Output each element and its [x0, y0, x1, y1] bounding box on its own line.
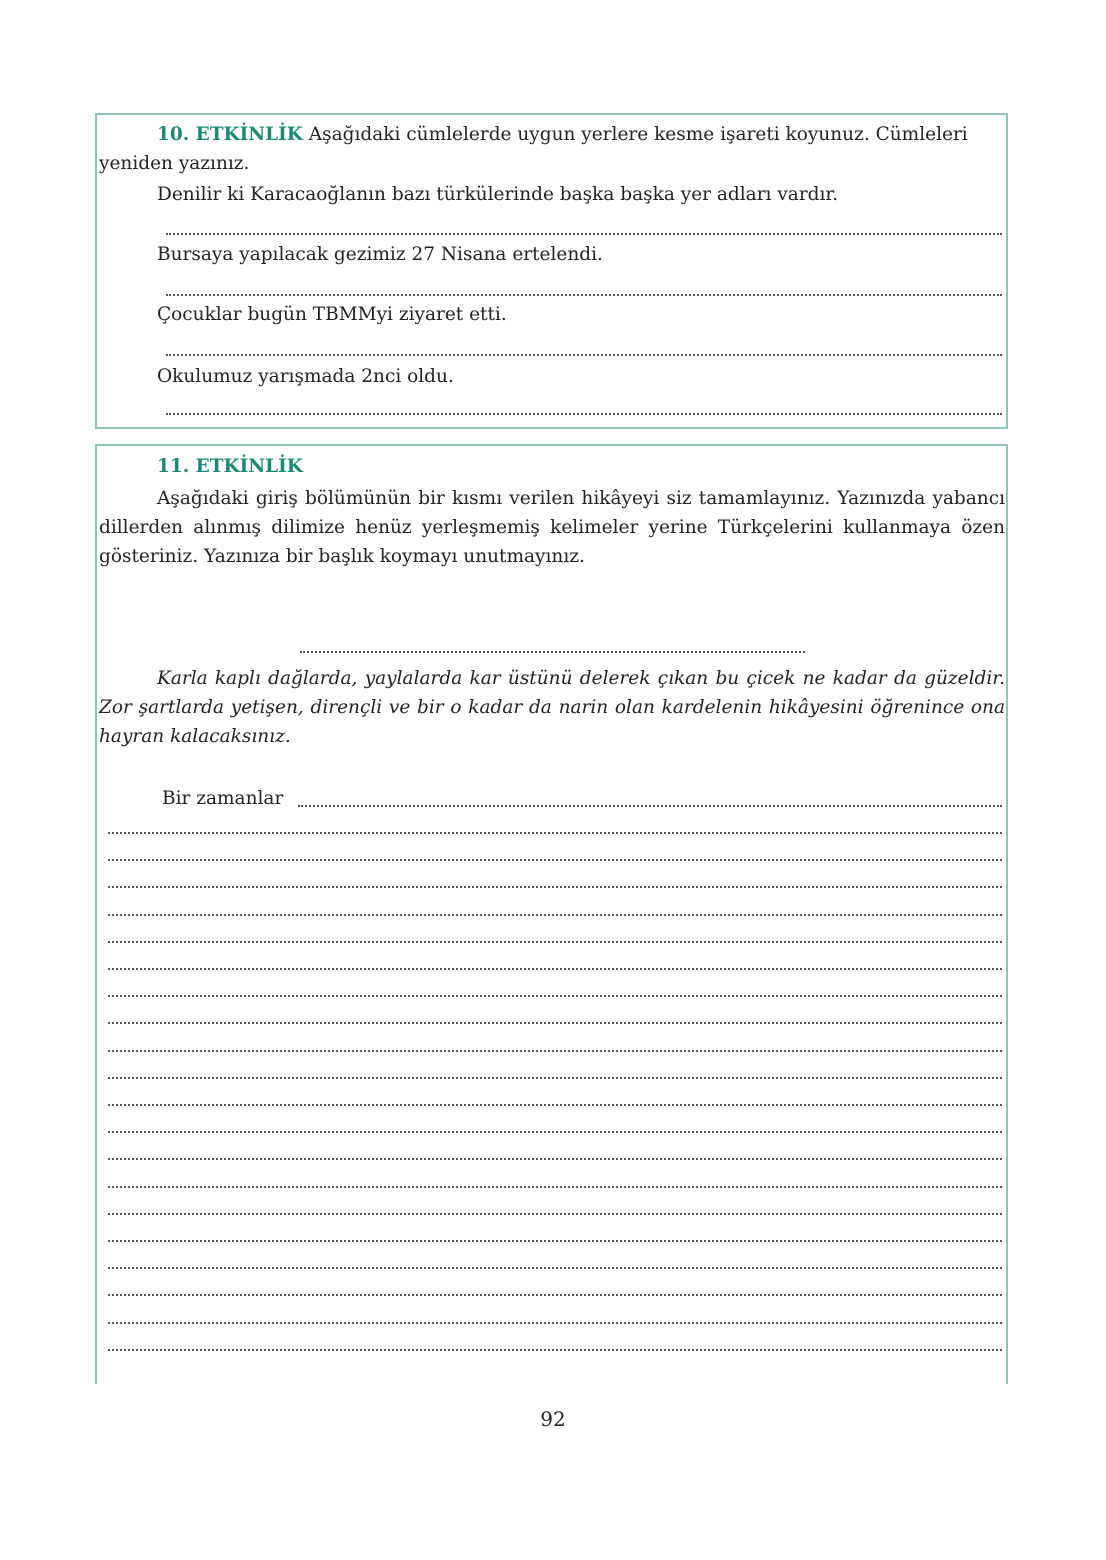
- activity-10-heading: 10. ETKİNLİK: [157, 124, 303, 145]
- activity-11-heading: 11. ETKİNLİK: [157, 456, 303, 477]
- story-start: Bir zamanlar: [162, 788, 284, 809]
- story-line-8[interactable]: [108, 1022, 1002, 1024]
- story-line-15[interactable]: [108, 1213, 1002, 1215]
- story-line-1[interactable]: [108, 832, 1002, 834]
- activity-10-sentence-2: Bursaya yapılacak gezimiz 27 Nisana ertelendi.: [157, 244, 603, 265]
- story-line-11[interactable]: [108, 1104, 1002, 1106]
- story-line-2[interactable]: [108, 859, 1002, 861]
- activity-10-sentence-4: Okulumuz yarışmada 2nci oldu.: [157, 366, 454, 387]
- story-title-line[interactable]: [300, 651, 805, 653]
- story-line-6[interactable]: [108, 968, 1002, 970]
- answer-line-2[interactable]: [166, 294, 1002, 296]
- story-line-12[interactable]: [108, 1131, 1002, 1133]
- story-line-9[interactable]: [108, 1050, 1002, 1052]
- story-line-16[interactable]: [108, 1240, 1002, 1242]
- activity-10-instruction-line2: yeniden yazınız.: [99, 153, 250, 174]
- story-line-20[interactable]: [108, 1349, 1002, 1351]
- story-line-4[interactable]: [108, 914, 1002, 916]
- answer-line-3[interactable]: [166, 354, 1002, 356]
- answer-line-1[interactable]: [166, 233, 1002, 235]
- story-line-10[interactable]: [108, 1077, 1002, 1079]
- activity-11-instruction: Aşağıdaki giriş bölümünün bir kısmı verilen hikâyeyi siz tamamlayınız. Yazınızda yabancı dillerden alınmış dilimize henüz yerleşmemiş kelimeler yerine Türkçelerini kullanmaya özen gösteriniz. Yazınıza bir başlık koymayı unutmayınız.: [99, 488, 1005, 567]
- story-line-17[interactable]: [108, 1267, 1002, 1269]
- story-line-7[interactable]: [108, 995, 1002, 997]
- activity-10-sentence-3: Çocuklar bugün TBMMyi ziyaret etti.: [157, 304, 507, 325]
- story-line-14[interactable]: [108, 1186, 1002, 1188]
- story-line-0[interactable]: [298, 805, 1002, 807]
- activity-10-sentence-1: Denilir ki Karacaoğlanın bazı türkülerinde başka başka yer adları vardır.: [157, 184, 839, 205]
- activity-10-instruction-line1: 10. ETKİNLİK Aşağıdaki cümlelerde uygun yerlere kesme işareti koyunuz. Cümleleri: [157, 124, 968, 145]
- page-number: 92: [540, 1407, 566, 1431]
- story-line-19[interactable]: [108, 1322, 1002, 1324]
- story-line-3[interactable]: [108, 886, 1002, 888]
- story-line-5[interactable]: [108, 941, 1002, 943]
- story-line-13[interactable]: [108, 1158, 1002, 1160]
- story-line-18[interactable]: [108, 1294, 1002, 1296]
- answer-line-4[interactable]: [166, 413, 1002, 415]
- story-intro: Karla kaplı dağlarda, yaylalarda kar üstünü delerek çıkan bu çicek ne kadar da güzeldir. Zor şartlarda yetişen, dirençli ve bir o kadar da narin olan kardelenin hikâyesini öğrenince ona hayran kalacaksınız.: [99, 668, 1005, 747]
